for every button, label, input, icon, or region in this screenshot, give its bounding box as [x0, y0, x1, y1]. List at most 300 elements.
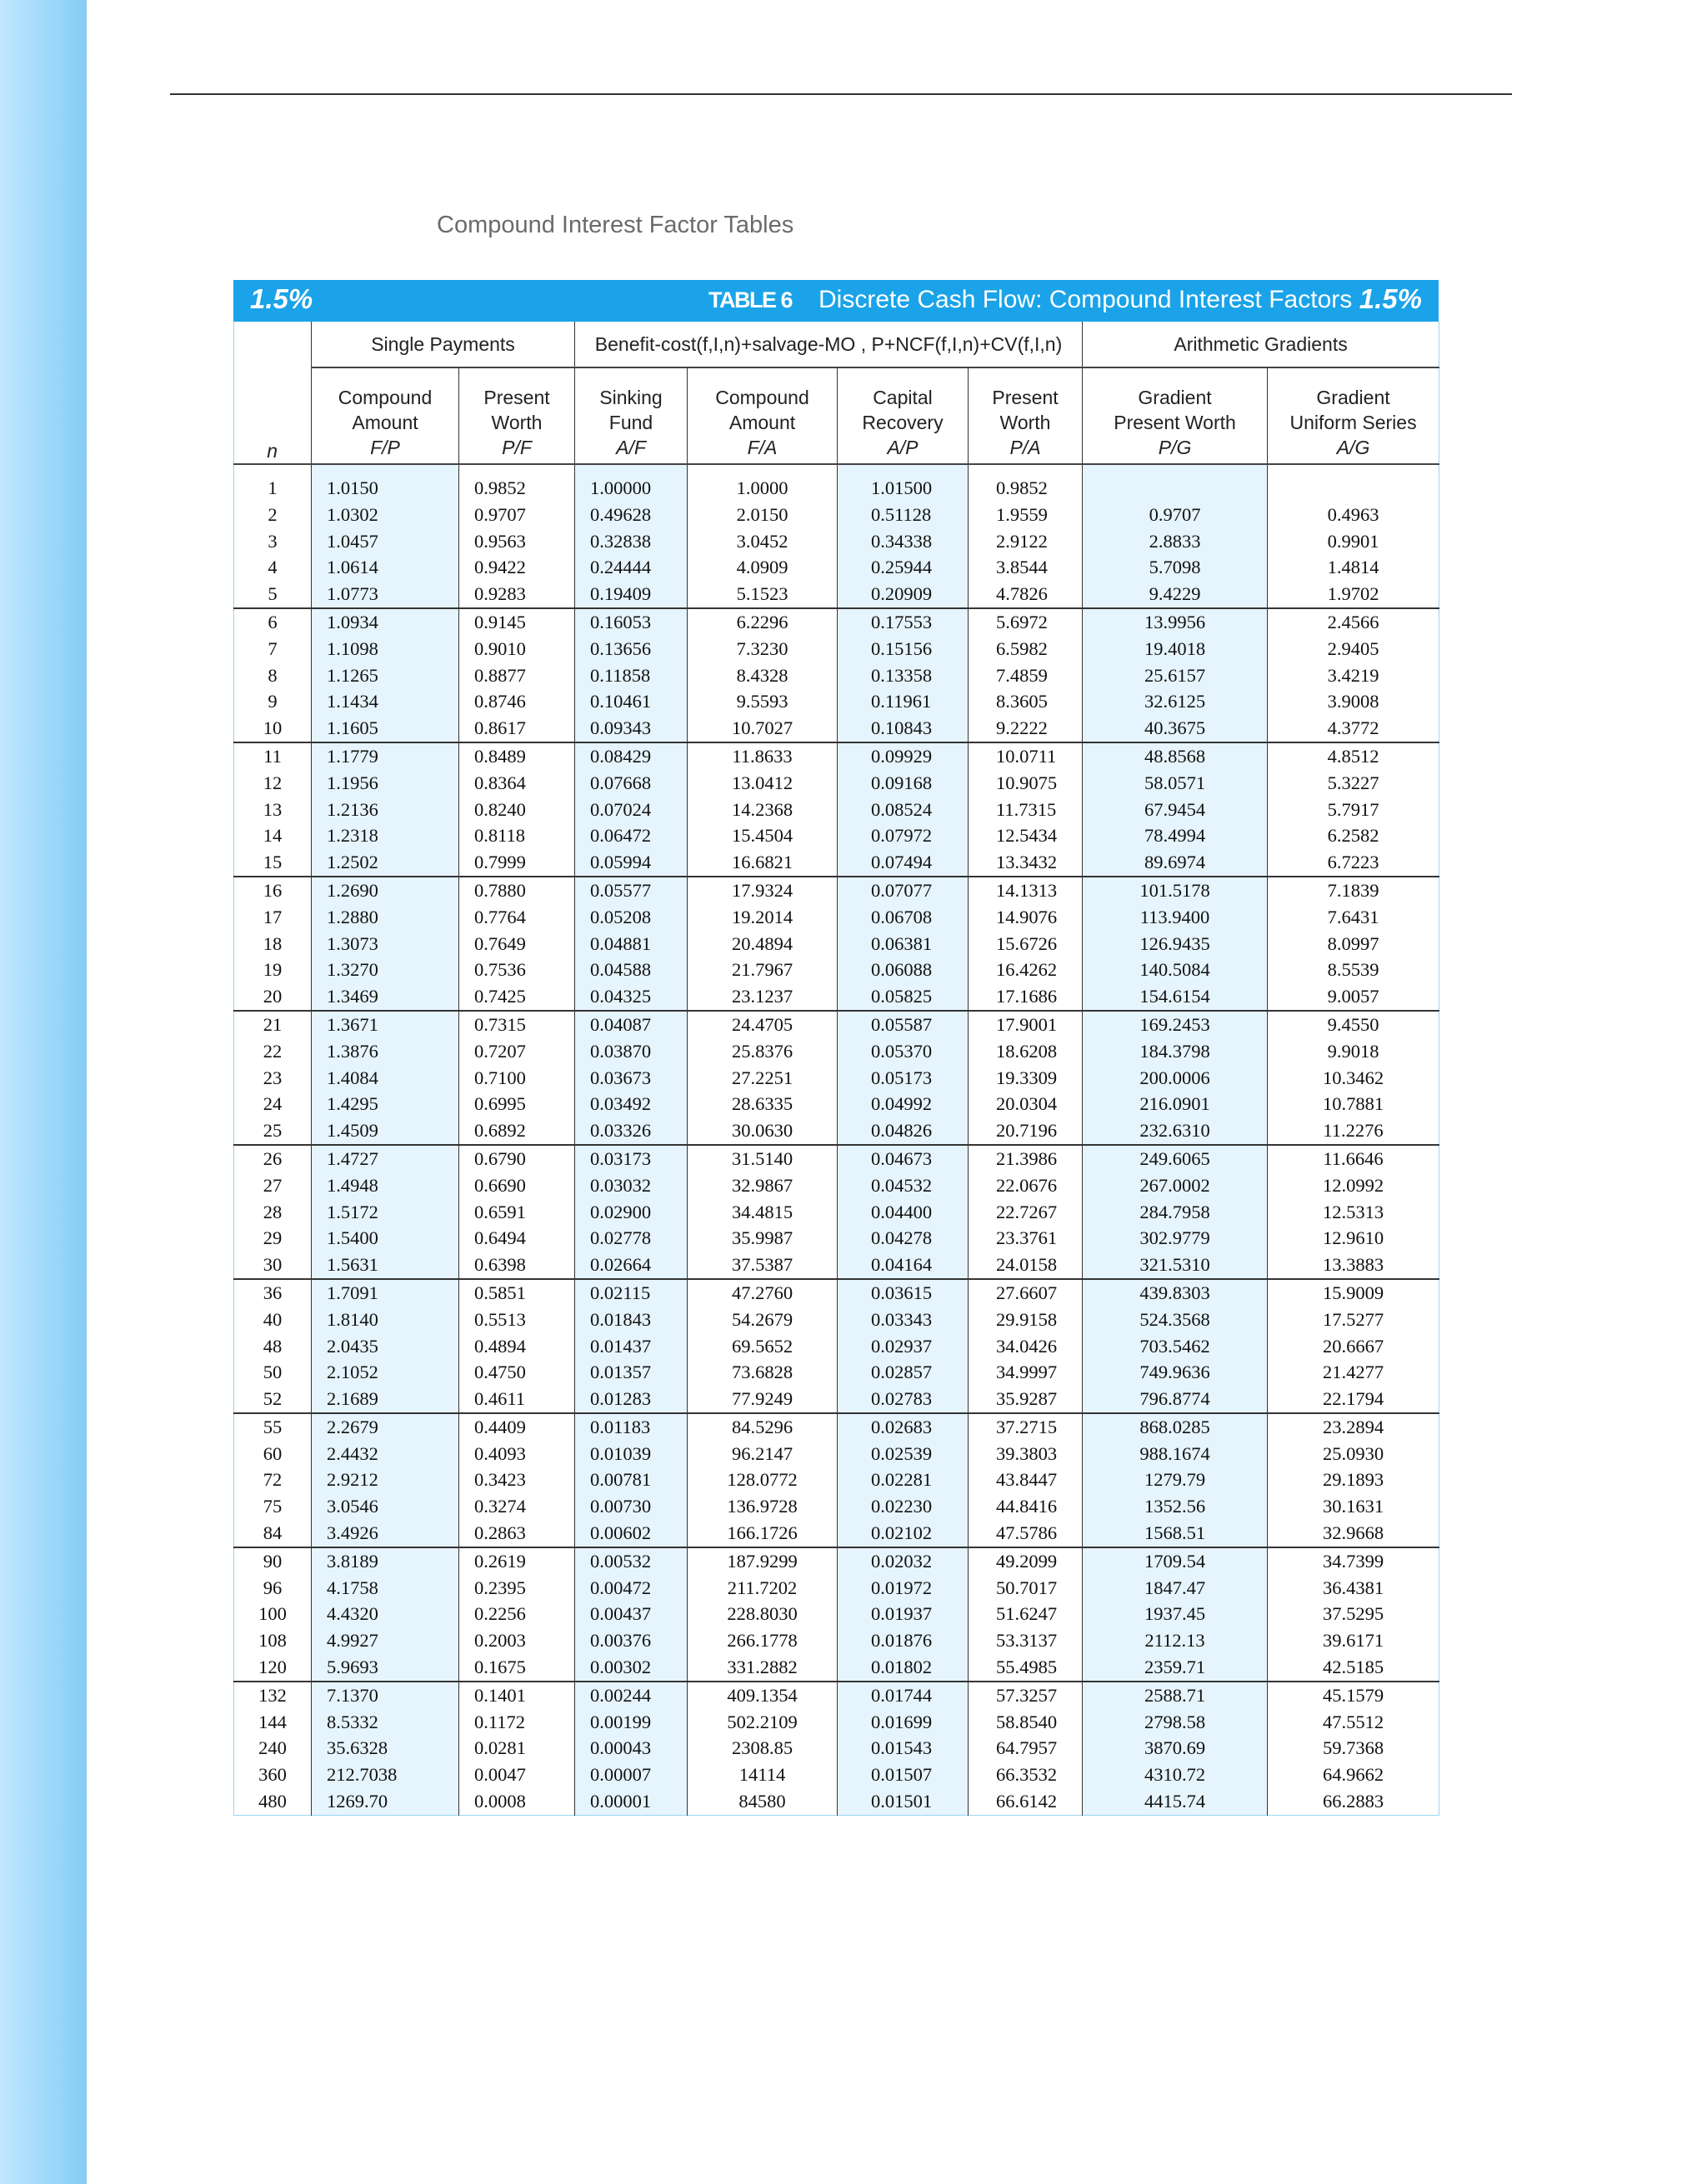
cell-af: 0.00437: [575, 1601, 688, 1627]
cell-pa: 44.8416: [969, 1493, 1083, 1520]
cell-n: 15: [234, 849, 312, 877]
table-row: [234, 904, 1439, 931]
cell-pg: 749.9636: [1083, 1359, 1268, 1386]
cell-fp: 1.4084: [312, 1065, 459, 1092]
cell-pg: 48.8568: [1083, 742, 1268, 770]
cell-pa: 53.3137: [969, 1627, 1083, 1654]
section-title: Compound Interest Factor Tables: [437, 212, 794, 238]
cell-fp: 1.4295: [312, 1091, 459, 1117]
cell-fa: 37.5387: [688, 1252, 838, 1279]
cell-pf: 0.3423: [459, 1467, 575, 1493]
cell-pa: 57.3257: [969, 1682, 1083, 1709]
table-row: [234, 1575, 1439, 1602]
cell-n: 60: [234, 1441, 312, 1467]
cell-fa: 21.7967: [688, 957, 838, 983]
col-header-symbol: F/A: [747, 437, 778, 458]
cell-fa: 28.6335: [688, 1091, 838, 1117]
cell-pa: 9.2222: [969, 715, 1083, 742]
table-row: [234, 1199, 1439, 1226]
cell-af: 0.04325: [575, 983, 688, 1011]
cell-fa: 128.0772: [688, 1467, 838, 1493]
cell-af: 0.24444: [575, 554, 688, 581]
cell-pf: 0.3274: [459, 1493, 575, 1520]
cell-pg: 13.9956: [1083, 608, 1268, 636]
table-row: [234, 1467, 1439, 1493]
cell-af: 0.03173: [575, 1145, 688, 1172]
col-header-line1: Compound: [338, 387, 433, 408]
cell-fp: 1.3073: [312, 931, 459, 957]
cell-pa: 39.3803: [969, 1441, 1083, 1467]
cell-n: 24: [234, 1091, 312, 1117]
cell-ag: 17.5277: [1268, 1307, 1439, 1333]
cell-ap: 0.11961: [838, 688, 969, 715]
cell-fa: 266.1778: [688, 1627, 838, 1654]
cell-n: 20: [234, 983, 312, 1011]
cell-fp: 1.0614: [312, 554, 459, 581]
cell-fp: 1269.70: [312, 1788, 459, 1815]
cell-ap: 0.05825: [838, 983, 969, 1011]
cell-n: 4: [234, 554, 312, 581]
cell-n: 100: [234, 1601, 312, 1627]
table-row: [234, 1145, 1439, 1172]
cell-ap: 0.51128: [838, 502, 969, 528]
cell-pf: 0.9145: [459, 608, 575, 636]
cell-pa: 50.7017: [969, 1575, 1083, 1602]
cell-ag: 25.0930: [1268, 1441, 1439, 1467]
cell-pa: 34.0426: [969, 1333, 1083, 1360]
table-row: [234, 1413, 1439, 1441]
cell-fp: 2.1689: [312, 1386, 459, 1413]
cell-ag: 8.5539: [1268, 957, 1439, 983]
table-row: [234, 983, 1439, 1011]
cell-af: 0.11858: [575, 662, 688, 689]
cell-fp: 1.2502: [312, 849, 459, 877]
table-row: [234, 1359, 1439, 1386]
cell-af: 0.02115: [575, 1279, 688, 1307]
cell-pf: 0.7999: [459, 849, 575, 877]
cell-pg: 9.4229: [1083, 581, 1268, 608]
cell-ap: 0.04400: [838, 1199, 969, 1226]
cell-pf: 0.6995: [459, 1091, 575, 1117]
table-row: [234, 1386, 1439, 1413]
cell-pf: 0.9563: [459, 528, 575, 555]
cell-af: 0.00376: [575, 1627, 688, 1654]
cell-n: 19: [234, 957, 312, 983]
cell-pf: 0.1675: [459, 1654, 575, 1682]
cell-fp: 4.9927: [312, 1627, 459, 1654]
cell-pg: 1279.79: [1083, 1467, 1268, 1493]
cell-fa: 73.6828: [688, 1359, 838, 1386]
cell-fp: 1.3469: [312, 983, 459, 1011]
cell-pg: 4310.72: [1083, 1762, 1268, 1788]
cell-pf: 0.5851: [459, 1279, 575, 1307]
cell-fa: 502.2109: [688, 1709, 838, 1736]
cell-n: 52: [234, 1386, 312, 1413]
cell-ap: 0.02539: [838, 1441, 969, 1467]
cell-n: 132: [234, 1682, 312, 1709]
cell-fa: 136.9728: [688, 1493, 838, 1520]
cell-fa: 409.1354: [688, 1682, 838, 1709]
cell-pa: 22.0676: [969, 1172, 1083, 1199]
cell-fp: 1.2690: [312, 877, 459, 904]
cell-fp: 1.3876: [312, 1038, 459, 1065]
cell-af: 0.02900: [575, 1199, 688, 1226]
factor-table: [233, 322, 1439, 1816]
cell-ap: 0.17553: [838, 608, 969, 636]
cell-af: 0.04087: [575, 1011, 688, 1038]
cell-pf: 0.9852: [459, 475, 575, 502]
table-row: [234, 688, 1439, 715]
cell-pg: 25.6157: [1083, 662, 1268, 689]
cell-af: 0.00043: [575, 1735, 688, 1762]
cell-pf: 0.8240: [459, 797, 575, 823]
cell-pa: 20.7196: [969, 1117, 1083, 1145]
cell-pg: 2.8833: [1083, 528, 1268, 555]
cell-fa: 8.4328: [688, 662, 838, 689]
cell-ap: 0.02857: [838, 1359, 969, 1386]
col-header-line1: Compound: [715, 387, 809, 408]
cell-fp: 1.5631: [312, 1252, 459, 1279]
col-header-line1: Present: [992, 387, 1059, 408]
cell-ap: 0.07494: [838, 849, 969, 877]
cell-fa: 15.4504: [688, 822, 838, 849]
cell-n: 30: [234, 1252, 312, 1279]
top-rule: [170, 93, 1512, 95]
cell-ag: 4.8512: [1268, 742, 1439, 770]
cell-n: 22: [234, 1038, 312, 1065]
cell-fp: 1.5400: [312, 1225, 459, 1252]
rate-left: 1.5%: [250, 283, 313, 314]
table-row: [234, 1279, 1439, 1307]
cell-ag: 13.3883: [1268, 1252, 1439, 1279]
col-header-line1: Sinking: [599, 387, 663, 408]
table-title: Discrete Cash Flow: Compound Interest Factors: [818, 286, 1353, 313]
group-uniform-series: Benefit-cost(f,I,n)+salvage-MO , P+NCF(f,I,n)+CV(f,I,n): [575, 322, 1083, 367]
cell-pf: 0.6690: [459, 1172, 575, 1199]
cell-af: 0.07668: [575, 770, 688, 797]
cell-n: 1: [234, 475, 312, 502]
cell-ap: 0.02102: [838, 1520, 969, 1547]
cell-ap: 0.04673: [838, 1145, 969, 1172]
cell-ap: 0.02281: [838, 1467, 969, 1493]
cell-ag: 1.4814: [1268, 554, 1439, 581]
cell-ap: 0.05370: [838, 1038, 969, 1065]
table-row: [234, 715, 1439, 742]
column-header-row: [234, 367, 1439, 464]
table-row: [234, 1654, 1439, 1682]
cell-n: 72: [234, 1467, 312, 1493]
table-row: [234, 1091, 1439, 1117]
cell-ag: 47.5512: [1268, 1709, 1439, 1736]
cell-af: 0.03492: [575, 1091, 688, 1117]
cell-pf: 0.4409: [459, 1413, 575, 1441]
cell-ag: 36.4381: [1268, 1575, 1439, 1602]
cell-pa: 34.9997: [969, 1359, 1083, 1386]
cell-pg: 2798.58: [1083, 1709, 1268, 1736]
cell-fa: 35.9987: [688, 1225, 838, 1252]
col-header-af: [575, 367, 688, 464]
cell-pg: 126.9435: [1083, 931, 1268, 957]
table-row: [234, 554, 1439, 581]
col-header-fp: [312, 367, 459, 464]
cell-n: 2: [234, 502, 312, 528]
cell-pf: 0.7100: [459, 1065, 575, 1092]
cell-fa: 331.2882: [688, 1654, 838, 1682]
cell-n: 108: [234, 1627, 312, 1654]
table-row: [234, 1520, 1439, 1547]
cell-fa: 30.0630: [688, 1117, 838, 1145]
cell-ap: 0.06088: [838, 957, 969, 983]
col-header-line2: Present Worth: [1114, 412, 1236, 433]
cell-ag: 4.3772: [1268, 715, 1439, 742]
col-header-symbol: A/P: [887, 437, 919, 458]
table-row: [234, 1065, 1439, 1092]
cell-pa: 23.3761: [969, 1225, 1083, 1252]
cell-af: 0.00472: [575, 1575, 688, 1602]
cell-pf: 0.9010: [459, 636, 575, 662]
cell-ap: 0.05173: [838, 1065, 969, 1092]
cell-fa: 2.0150: [688, 502, 838, 528]
cell-ap: 0.01507: [838, 1762, 969, 1788]
cell-pg: 19.4018: [1083, 636, 1268, 662]
cell-pf: 0.8489: [459, 742, 575, 770]
table-row: [234, 1441, 1439, 1467]
cell-fa: 84580: [688, 1788, 838, 1815]
cell-fp: 3.0546: [312, 1493, 459, 1520]
cell-pa: 29.9158: [969, 1307, 1083, 1333]
cell-af: 0.05577: [575, 877, 688, 904]
cell-pg: [1083, 475, 1268, 502]
cell-n: 6: [234, 608, 312, 636]
cell-pf: 0.4611: [459, 1386, 575, 1413]
cell-ag: 39.6171: [1268, 1627, 1439, 1654]
cell-fa: 19.2014: [688, 904, 838, 931]
cell-ap: 0.01972: [838, 1575, 969, 1602]
cell-af: 0.01357: [575, 1359, 688, 1386]
cell-pg: 249.6065: [1083, 1145, 1268, 1172]
cell-pf: 0.1401: [459, 1682, 575, 1709]
cell-pg: 58.0571: [1083, 770, 1268, 797]
cell-fa: 25.8376: [688, 1038, 838, 1065]
cell-pa: 11.7315: [969, 797, 1083, 823]
cell-n: 9: [234, 688, 312, 715]
cell-ag: 10.7881: [1268, 1091, 1439, 1117]
cell-af: 0.01843: [575, 1307, 688, 1333]
cell-af: 0.32838: [575, 528, 688, 555]
cell-pa: 17.9001: [969, 1011, 1083, 1038]
cell-af: 0.00244: [575, 1682, 688, 1709]
cell-fa: 54.2679: [688, 1307, 838, 1333]
cell-n: 11: [234, 742, 312, 770]
cell-n: 50: [234, 1359, 312, 1386]
cell-fp: 1.3270: [312, 957, 459, 983]
cell-pg: 2588.71: [1083, 1682, 1268, 1709]
cell-pa: 8.3605: [969, 688, 1083, 715]
col-header-line2: Worth: [491, 412, 543, 433]
cell-pg: 796.8774: [1083, 1386, 1268, 1413]
cell-ap: 0.02937: [838, 1333, 969, 1360]
cell-ag: 9.4550: [1268, 1011, 1439, 1038]
cell-ag: 21.4277: [1268, 1359, 1439, 1386]
cell-ag: 32.9668: [1268, 1520, 1439, 1547]
cell-fp: 1.1434: [312, 688, 459, 715]
cell-n: 48: [234, 1333, 312, 1360]
col-header-symbol: A/G: [1336, 437, 1370, 458]
cell-ag: 11.6646: [1268, 1145, 1439, 1172]
cell-af: 0.01283: [575, 1386, 688, 1413]
cell-ap: 0.01876: [838, 1627, 969, 1654]
table-body: [234, 464, 1439, 1815]
cell-ag: [1268, 475, 1439, 502]
cell-n: 10: [234, 715, 312, 742]
cell-pf: 0.2863: [459, 1520, 575, 1547]
col-header-line2: Worth: [999, 412, 1051, 433]
cell-af: 0.03326: [575, 1117, 688, 1145]
cell-pg: 200.0006: [1083, 1065, 1268, 1092]
cell-fp: 1.5172: [312, 1199, 459, 1226]
cell-fp: 1.2136: [312, 797, 459, 823]
cell-ag: 2.9405: [1268, 636, 1439, 662]
cell-pa: 66.3532: [969, 1762, 1083, 1788]
cell-n: 8: [234, 662, 312, 689]
cell-pf: 0.7536: [459, 957, 575, 983]
table-row: [234, 608, 1439, 636]
cell-ap: 0.01543: [838, 1735, 969, 1762]
table-row: [234, 1172, 1439, 1199]
cell-n: 360: [234, 1762, 312, 1788]
cell-fp: 1.1605: [312, 715, 459, 742]
cell-pf: 0.6398: [459, 1252, 575, 1279]
cell-pg: 988.1674: [1083, 1441, 1268, 1467]
cell-af: 0.06472: [575, 822, 688, 849]
cell-pa: 47.5786: [969, 1520, 1083, 1547]
cell-n: 28: [234, 1199, 312, 1226]
cell-ap: 0.34338: [838, 528, 969, 555]
cell-fp: 1.0457: [312, 528, 459, 555]
table-row: [234, 528, 1439, 555]
cell-pf: 0.2003: [459, 1627, 575, 1654]
cell-ap: 0.01744: [838, 1682, 969, 1709]
cell-pf: 0.6591: [459, 1199, 575, 1226]
cell-ag: 8.0997: [1268, 931, 1439, 957]
cell-ap: 0.09168: [838, 770, 969, 797]
table-row: [234, 1117, 1439, 1145]
cell-ag: 22.1794: [1268, 1386, 1439, 1413]
cell-af: 0.13656: [575, 636, 688, 662]
table-row: [234, 1709, 1439, 1736]
table-row: [234, 1682, 1439, 1709]
cell-pa: 66.6142: [969, 1788, 1083, 1815]
cell-pf: 0.2395: [459, 1575, 575, 1602]
cell-pg: 2112.13: [1083, 1627, 1268, 1654]
cell-fa: 96.2147: [688, 1441, 838, 1467]
cell-af: 0.07024: [575, 797, 688, 823]
cell-pf: 0.7315: [459, 1011, 575, 1038]
cell-af: 0.16053: [575, 608, 688, 636]
cell-pg: 78.4994: [1083, 822, 1268, 849]
cell-n: 84: [234, 1520, 312, 1547]
cell-pa: 49.2099: [969, 1547, 1083, 1575]
cell-ap: 0.04992: [838, 1091, 969, 1117]
cell-ag: 30.1631: [1268, 1493, 1439, 1520]
cell-ag: 5.7917: [1268, 797, 1439, 823]
cell-af: 0.00730: [575, 1493, 688, 1520]
table-row: [234, 1788, 1439, 1815]
cell-ap: 0.07077: [838, 877, 969, 904]
cell-fp: 4.4320: [312, 1601, 459, 1627]
cell-ag: 9.9018: [1268, 1038, 1439, 1065]
cell-pf: 0.7425: [459, 983, 575, 1011]
cell-pg: 3870.69: [1083, 1735, 1268, 1762]
cell-pf: 0.6494: [459, 1225, 575, 1252]
table-label: TABLE 6: [708, 287, 793, 312]
cell-pf: 0.8617: [459, 715, 575, 742]
cell-pg: 321.5310: [1083, 1252, 1268, 1279]
cell-af: 0.05208: [575, 904, 688, 931]
cell-fa: 16.6821: [688, 849, 838, 877]
table-row: [234, 1601, 1439, 1627]
table-row: [234, 502, 1439, 528]
cell-ap: 0.05587: [838, 1011, 969, 1038]
cell-fa: 31.5140: [688, 1145, 838, 1172]
cell-pg: 524.3568: [1083, 1307, 1268, 1333]
cell-fa: 23.1237: [688, 983, 838, 1011]
cell-fa: 187.9299: [688, 1547, 838, 1575]
cell-pa: 17.1686: [969, 983, 1083, 1011]
table-row: [234, 1038, 1439, 1065]
cell-pa: 2.9122: [969, 528, 1083, 555]
cell-af: 0.03673: [575, 1065, 688, 1092]
cell-n: 120: [234, 1654, 312, 1682]
cell-pa: 20.0304: [969, 1091, 1083, 1117]
cell-af: 0.00199: [575, 1709, 688, 1736]
cell-pf: 0.6790: [459, 1145, 575, 1172]
cell-fp: 2.1052: [312, 1359, 459, 1386]
table-row: [234, 770, 1439, 797]
cell-n: 55: [234, 1413, 312, 1441]
cell-ag: 34.7399: [1268, 1547, 1439, 1575]
cell-fp: 3.8189: [312, 1547, 459, 1575]
cell-pf: 0.0281: [459, 1735, 575, 1762]
cell-af: 0.00781: [575, 1467, 688, 1493]
cell-fp: 2.9212: [312, 1467, 459, 1493]
cell-fp: 1.4948: [312, 1172, 459, 1199]
cell-af: 1.00000: [575, 475, 688, 502]
cell-fa: 10.7027: [688, 715, 838, 742]
col-header-line2: Amount: [728, 412, 796, 433]
cell-ag: 0.4963: [1268, 502, 1439, 528]
cell-n: 23: [234, 1065, 312, 1092]
cell-fp: 8.5332: [312, 1709, 459, 1736]
cell-af: 0.00302: [575, 1654, 688, 1682]
cell-ap: 0.02683: [838, 1413, 969, 1441]
cell-af: 0.01183: [575, 1413, 688, 1441]
table-row: [234, 1762, 1439, 1788]
cell-fp: 1.1956: [312, 770, 459, 797]
col-header-n: n: [234, 322, 312, 464]
cell-pg: 1937.45: [1083, 1601, 1268, 1627]
cell-pf: 0.9422: [459, 554, 575, 581]
cell-pg: 154.6154: [1083, 983, 1268, 1011]
table-row: [234, 662, 1439, 689]
cell-n: 5: [234, 581, 312, 608]
cell-fp: 1.1265: [312, 662, 459, 689]
cell-ap: 0.06708: [838, 904, 969, 931]
cell-fa: 77.9249: [688, 1386, 838, 1413]
cell-n: 90: [234, 1547, 312, 1575]
table-row: [234, 1333, 1439, 1360]
cell-n: 75: [234, 1493, 312, 1520]
